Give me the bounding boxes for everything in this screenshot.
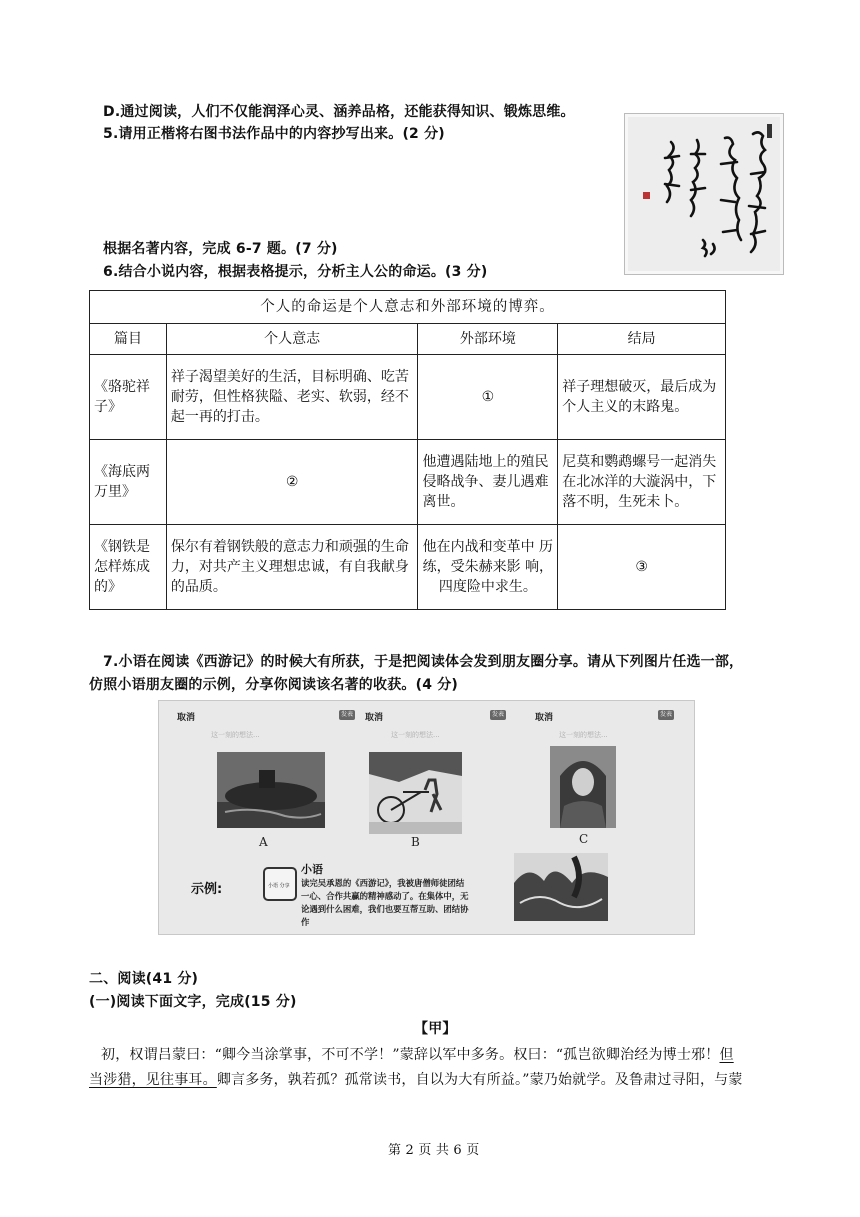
row-end: 祥子理想破灭，最后成为个人主义的末路鬼。 <box>558 355 726 440</box>
passage-underlined: 当涉猎，见往事耳。 <box>89 1072 217 1088</box>
label-a: A <box>259 835 268 849</box>
publish-button[interactable]: 发表 <box>491 711 504 718</box>
label-b: B <box>411 835 420 849</box>
table-row <box>90 525 726 610</box>
row-end: ③ <box>558 525 726 610</box>
question-5: 5.请用正楷将右图书法作品中的内容抄写出来。(2 分) <box>103 126 445 142</box>
part-2-subheading: (一)阅读下面文字，完成(15 分) <box>89 994 297 1010</box>
picture-b-rickshaw[interactable] <box>369 752 462 834</box>
post-placeholder: 这一刻的想法... <box>211 731 260 739</box>
cancel-button[interactable]: 取消 <box>535 713 554 723</box>
row-title: 《海底两万里》 <box>90 440 167 525</box>
row-title: 《钢铁是怎样炼成的》 <box>90 525 167 610</box>
post-username: 小语 <box>301 863 323 876</box>
table-row <box>90 355 726 440</box>
header-title: 篇目 <box>90 324 167 355</box>
question-7-line1: 7.小语在阅读《西游记》的时候大有所获，于是把阅读体会发到朋友圈分享。请从下列图片任选一部， <box>103 654 744 670</box>
post-placeholder: 这一刻的想法... <box>559 731 608 739</box>
header-end: 结局 <box>558 324 726 355</box>
picture-c-portrait[interactable] <box>550 746 616 828</box>
passage-line-1 <box>101 1044 734 1064</box>
row-end: 尼莫和鹦鹉螺号一起消失在北冰洋的大漩涡中，下落不明，生死未卜。 <box>558 440 726 525</box>
row-will: 祥子渴望美好的生活，目标明确、吃苦耐劳，但性格狭隘、老实、软弱，经不起一再的打击。 <box>166 355 418 440</box>
row-env: 他在内战和变革中 历练，受朱赫来影 响，四度险中求生。 <box>418 525 558 610</box>
picture-a-submarine[interactable] <box>217 752 325 828</box>
header-env: 外部环境 <box>418 324 558 355</box>
avatar <box>263 867 297 901</box>
table-row <box>90 440 726 525</box>
post-text-line: 读完吴承恩的《西游记》，我被唐僧师徒团结 <box>301 878 465 888</box>
fate-table <box>89 290 726 610</box>
cancel-button[interactable]: 取消 <box>365 713 384 723</box>
passage-underlined: 但 <box>719 1047 734 1063</box>
option-d: D.通过阅读，人们不仅能润泽心灵、涵养品格，还能获得知识、锻炼思维。 <box>103 104 575 120</box>
part-2-heading: 二、阅读(41 分) <box>89 971 199 987</box>
row-will: ② <box>166 440 418 525</box>
example-label: 示例: <box>191 882 223 897</box>
cancel-button[interactable]: 取消 <box>177 713 196 723</box>
label-c: C <box>579 832 589 846</box>
publish-button[interactable]: 发表 <box>340 711 353 718</box>
post-placeholder: 这一刻的想法... <box>391 731 440 739</box>
passage-line-2 <box>89 1069 743 1089</box>
calligraphy-image <box>624 113 784 275</box>
header-will: 个人意志 <box>166 324 418 355</box>
wechat-moments-figure <box>158 700 695 935</box>
post-text-line: 一心、合作共赢的精神感动了。在集体中，无 <box>301 891 469 901</box>
row-title: 《骆驼祥子》 <box>90 355 167 440</box>
passage-text: 初，权谓吕蒙曰：“卿今当涂掌事，不可不学！”蒙辞以军中多务。权曰：“孤岂欲卿治经为博士邪！ <box>101 1047 720 1063</box>
post-text-line: 作 <box>301 917 310 927</box>
section-6-7-heading: 根据名著内容，完成 6-7 题。(7 分) <box>103 241 338 257</box>
row-env: 他遭遇陆地上的殖民侵略战争、妻儿遇难离世。 <box>418 440 558 525</box>
example-landscape-image <box>514 853 608 921</box>
avatar-text: 小语 分享 <box>268 883 290 889</box>
question-6: 6.结合小说内容，根据表格提示，分析主人公的命运。(3 分) <box>103 264 488 280</box>
publish-button[interactable]: 发表 <box>659 711 672 718</box>
table-caption: 个人的命运是个人意志和外部环境的博弈。 <box>90 291 726 324</box>
question-7-line2: 仿照小语朋友圈的示例，分享你阅读该名著的收获。(4 分) <box>89 677 459 693</box>
passage-label-jia: 【甲】 <box>414 1021 457 1037</box>
page-footer: 第 2 页 共 6 页 <box>388 1143 480 1158</box>
passage-text: 卿言多务，孰若孤？孤常读书，自以为大有所益。”蒙乃始就学。及鲁肃过寻阳，与蒙 <box>216 1072 743 1088</box>
post-text-line: 论遇到什么困难，我们也要互帮互助、团结协 <box>301 904 469 914</box>
row-env: ① <box>418 355 558 440</box>
row-will: 保尔有着钢铁般的意志力和顽强的生命力，对共产主义理想忠诚，有自我献身的品质。 <box>166 525 418 610</box>
